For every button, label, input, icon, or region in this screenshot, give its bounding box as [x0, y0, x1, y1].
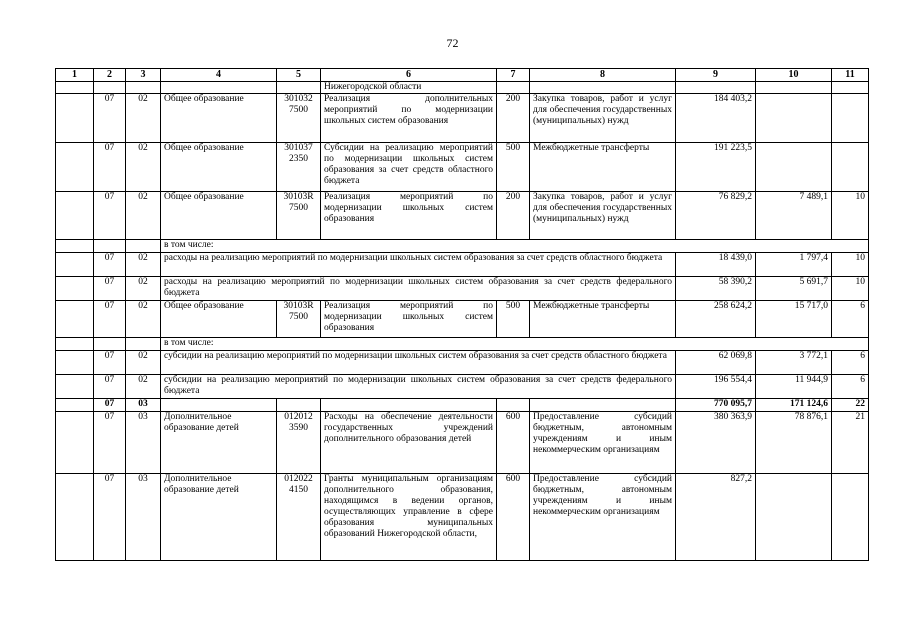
cell-description: субсидии на реализацию мероприятий по модернизации школьных систем образования за счет средств федерального бюджета: [161, 375, 676, 399]
table-row: [56, 412, 869, 474]
cell-description: Субсидии на реализацию мероприятий по модернизации школьных систем образования за счет средств областного бюджета: [321, 143, 497, 192]
header-cell: 10: [756, 69, 832, 82]
header-cell: 3: [126, 69, 161, 82]
cell-amount-2: 1 797,4: [756, 253, 832, 277]
cell-amount-2: 7 489,1: [756, 192, 832, 240]
cell-count: [832, 143, 869, 192]
cell-type: 600: [497, 474, 530, 561]
header-cell: 8: [530, 69, 676, 82]
cell-type: 500: [497, 301, 530, 338]
cell-count: [832, 474, 869, 561]
cell-code: 30103R 7500: [277, 192, 321, 240]
total-row: [56, 399, 869, 412]
cell-name: Дополнительное образование детей: [161, 412, 277, 474]
cell-amount: 380 363,9: [676, 412, 756, 474]
cell-name: Общее образование: [161, 94, 277, 143]
table-row: [56, 143, 869, 192]
cell-expense: Закупка товаров, работ и услуг для обеспечения государственных (муниципальных) нужд: [530, 192, 676, 240]
budget-table: [55, 68, 869, 561]
cell-section: 07: [94, 375, 126, 399]
cell-type: 200: [497, 192, 530, 240]
cell-amount-2: 171 124,6: [756, 399, 832, 412]
cell-expense: Предоставление субсидий бюджетным, автономным учреждениям и иным некоммерческим организациям: [530, 412, 676, 474]
cell-description: Реализация дополнительных мероприятий по модернизации школьных систем образования: [321, 94, 497, 143]
cell-subsection: 02: [126, 143, 161, 192]
cell-subsection: 02: [126, 192, 161, 240]
cell-count: 21: [832, 412, 869, 474]
cell-section: 07: [94, 94, 126, 143]
cell-subsection: 02: [126, 94, 161, 143]
cell-amount: 76 829,2: [676, 192, 756, 240]
cell-description: субсидии на реализацию мероприятий по модернизации школьных систем образования за счет средств областного бюджета: [161, 351, 676, 375]
cell-label: в том числе:: [161, 338, 869, 351]
cell-amount: 62 069,8: [676, 351, 756, 375]
header-row: [56, 69, 869, 82]
cell-expense: Предоставление субсидий бюджетным, автономным учреждениям и иным некоммерческим организациям: [530, 474, 676, 561]
cell-description: Реализация мероприятий по модернизации школьных систем образования: [321, 192, 497, 240]
cell-count: 22: [832, 399, 869, 412]
cell-section: 07: [94, 192, 126, 240]
cell-description: расходы на реализацию мероприятий по модернизации школьных систем образования за счет средств областного бюджета: [161, 253, 676, 277]
header-cell: 2: [94, 69, 126, 82]
cell-section: 07: [94, 143, 126, 192]
cell-subsection: 03: [126, 399, 161, 412]
table-row: [56, 94, 869, 143]
header-cell: 1: [56, 69, 94, 82]
cell-amount-2: [756, 143, 832, 192]
cell-description: Расходы на обеспечение деятельности государственных учреждений дополнительного образования детей: [321, 412, 497, 474]
cell-subsection: 03: [126, 474, 161, 561]
table-row: [56, 240, 869, 253]
header-cell: 7: [497, 69, 530, 82]
table-row: [56, 192, 869, 240]
cell-code: 012022 4150: [277, 474, 321, 561]
table-row: [56, 474, 869, 561]
cell-code: 301037 2350: [277, 143, 321, 192]
cell-count: [832, 94, 869, 143]
cell-label: в том числе:: [161, 240, 869, 253]
cell-subsection: 02: [126, 253, 161, 277]
cell-code: 30103R 7500: [277, 301, 321, 338]
cell-section: 07: [94, 474, 126, 561]
cell-type: 200: [497, 94, 530, 143]
cell-amount-2: 3 772,1: [756, 351, 832, 375]
page-number: 72: [446, 36, 459, 50]
cell-subsection: 02: [126, 277, 161, 301]
table-row: [56, 277, 869, 301]
cell-name: Общее образование: [161, 192, 277, 240]
table-row: [56, 351, 869, 375]
header-cell: 9: [676, 69, 756, 82]
cell-count: 10: [832, 192, 869, 240]
cell-count: 6: [832, 375, 869, 399]
cell-count: 6: [832, 301, 869, 338]
cell-subsection: 02: [126, 351, 161, 375]
cell-section: 07: [94, 399, 126, 412]
cell-amount: 58 390,2: [676, 277, 756, 301]
cell-count: 6: [832, 351, 869, 375]
cell-amount-2: [756, 94, 832, 143]
table-row: [56, 338, 869, 351]
table-row: [56, 82, 869, 94]
cell-expense: Межбюджетные трансферты: [530, 301, 676, 338]
cell-name: Общее образование: [161, 143, 277, 192]
header-cell: 5: [277, 69, 321, 82]
cell-subsection: 02: [126, 301, 161, 338]
cell-count: 10: [832, 253, 869, 277]
cell-amount-2: 78 876,1: [756, 412, 832, 474]
cell-amount: 191 223,5: [676, 143, 756, 192]
cell-amount: 184 403,2: [676, 94, 756, 143]
cell-expense: Закупка товаров, работ и услуг для обеспечения государственных (муниципальных) нужд: [530, 94, 676, 143]
cell-amount: 18 439,0: [676, 253, 756, 277]
cell-description: Гранты муниципальным организациям дополнительного образования, находящимся в ведении органов, осуществляющих управление в сфере образования муниципальных образований Нижегородской области,: [321, 474, 497, 561]
cell-subsection: 03: [126, 412, 161, 474]
table-row: [56, 301, 869, 338]
cell-type: 600: [497, 412, 530, 474]
cell-amount: 196 554,4: [676, 375, 756, 399]
cell-name: Дополнительное образование детей: [161, 474, 277, 561]
cell-code: 301032 7500: [277, 94, 321, 143]
cell-amount-2: [756, 474, 832, 561]
cell-type: 500: [497, 143, 530, 192]
header-cell: 4: [161, 69, 277, 82]
cell-amount: 827,2: [676, 474, 756, 561]
table-row: [56, 375, 869, 399]
cell-amount: 258 624,2: [676, 301, 756, 338]
cell-amount: 770 095,7: [676, 399, 756, 412]
cell-amount-2: 11 944,9: [756, 375, 832, 399]
cell-description: Нижегородской области: [321, 82, 497, 94]
cell-expense: Межбюджетные трансферты: [530, 143, 676, 192]
cell-section: 07: [94, 253, 126, 277]
cell-description: расходы на реализацию мероприятий по модернизации школьных систем образования за счет средств федерального бюджета: [161, 277, 676, 301]
cell-subsection: 02: [126, 375, 161, 399]
table-row: [56, 253, 869, 277]
cell-section: 07: [94, 277, 126, 301]
cell-section: 07: [94, 301, 126, 338]
cell-code: 012012 3590: [277, 412, 321, 474]
cell-section: 07: [94, 412, 126, 474]
cell-section: 07: [94, 351, 126, 375]
header-cell: 11: [832, 69, 869, 82]
cell-description: Реализация мероприятий по модернизации школьных систем образования: [321, 301, 497, 338]
cell-amount-2: 15 717,0: [756, 301, 832, 338]
header-cell: 6: [321, 69, 497, 82]
cell-amount-2: 5 691,7: [756, 277, 832, 301]
cell-count: 10: [832, 277, 869, 301]
cell-name: Общее образование: [161, 301, 277, 338]
